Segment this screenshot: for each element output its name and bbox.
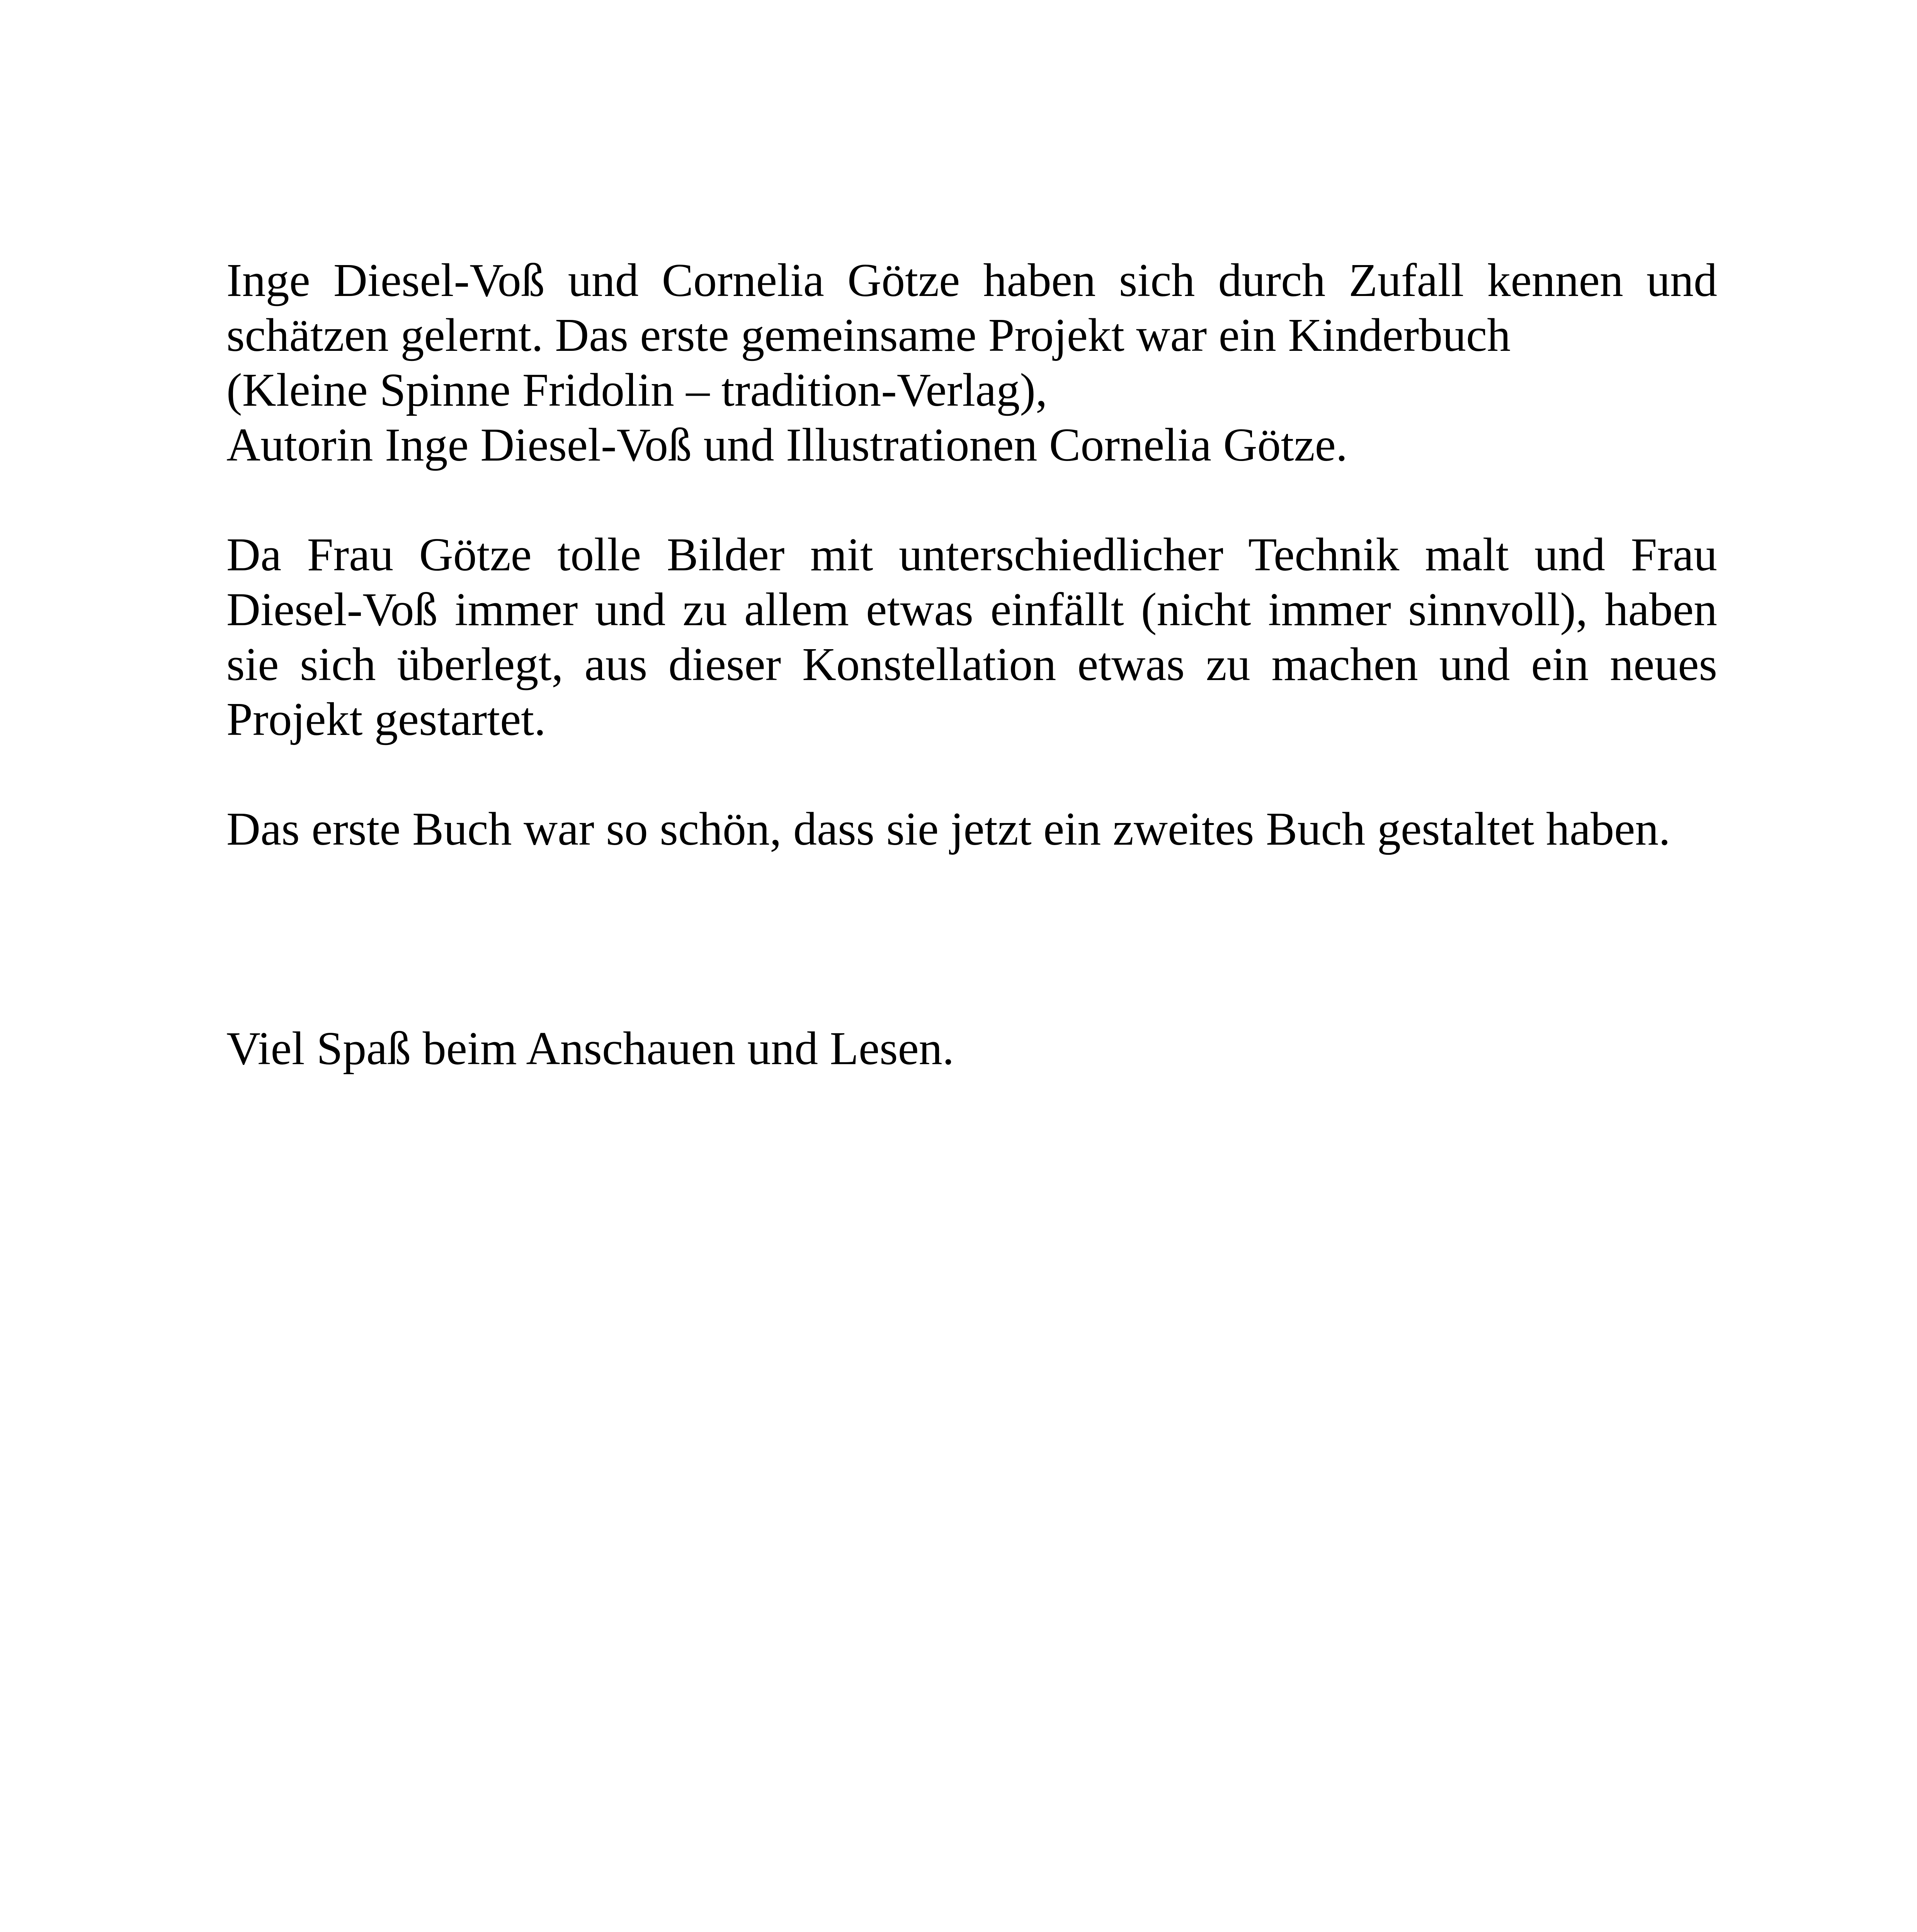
text-line: Das erste Buch war so schön, dass sie jetzt ein zweites Buch gestaltet haben. (226, 803, 1670, 855)
text-line: schätzen gelernt. Das erste gemeinsame Projekt war ein Kinderbuch (226, 309, 1511, 361)
paragraph-spacer (226, 857, 1717, 1021)
text-line: Autorin Inge Diesel-Voß und Illustrationen Cornelia Götze. (226, 419, 1348, 471)
body-text (226, 253, 1717, 1076)
paragraph-spacer (226, 473, 1717, 527)
paragraph-project (226, 527, 1717, 747)
text-line: (Kleine Spinne Fridolin – tradition-Verlag), (226, 364, 1048, 416)
paragraph-intro (226, 253, 1717, 473)
text-line: Diesel-Voß immer und zu allem etwas einfällt (nicht immer sinnvoll), haben (226, 583, 1717, 636)
paragraph-closing (226, 1021, 1717, 1076)
text-line: Viel Spaß beim Anschauen und Lesen. (226, 1022, 954, 1075)
text-line: Inge Diesel-Voß und Cornelia Götze haben sich durch Zufall kennen und (226, 254, 1717, 306)
paragraph-spacer (226, 747, 1717, 802)
text-line: sie sich überlegt, aus dieser Konstellation etwas zu machen und ein neues (226, 638, 1717, 690)
text-line: Projekt gestartet. (226, 693, 546, 745)
paragraph-second-book (226, 802, 1717, 857)
text-line: Da Frau Götze tolle Bilder mit unterschiedlicher Technik malt und Frau (226, 529, 1717, 581)
